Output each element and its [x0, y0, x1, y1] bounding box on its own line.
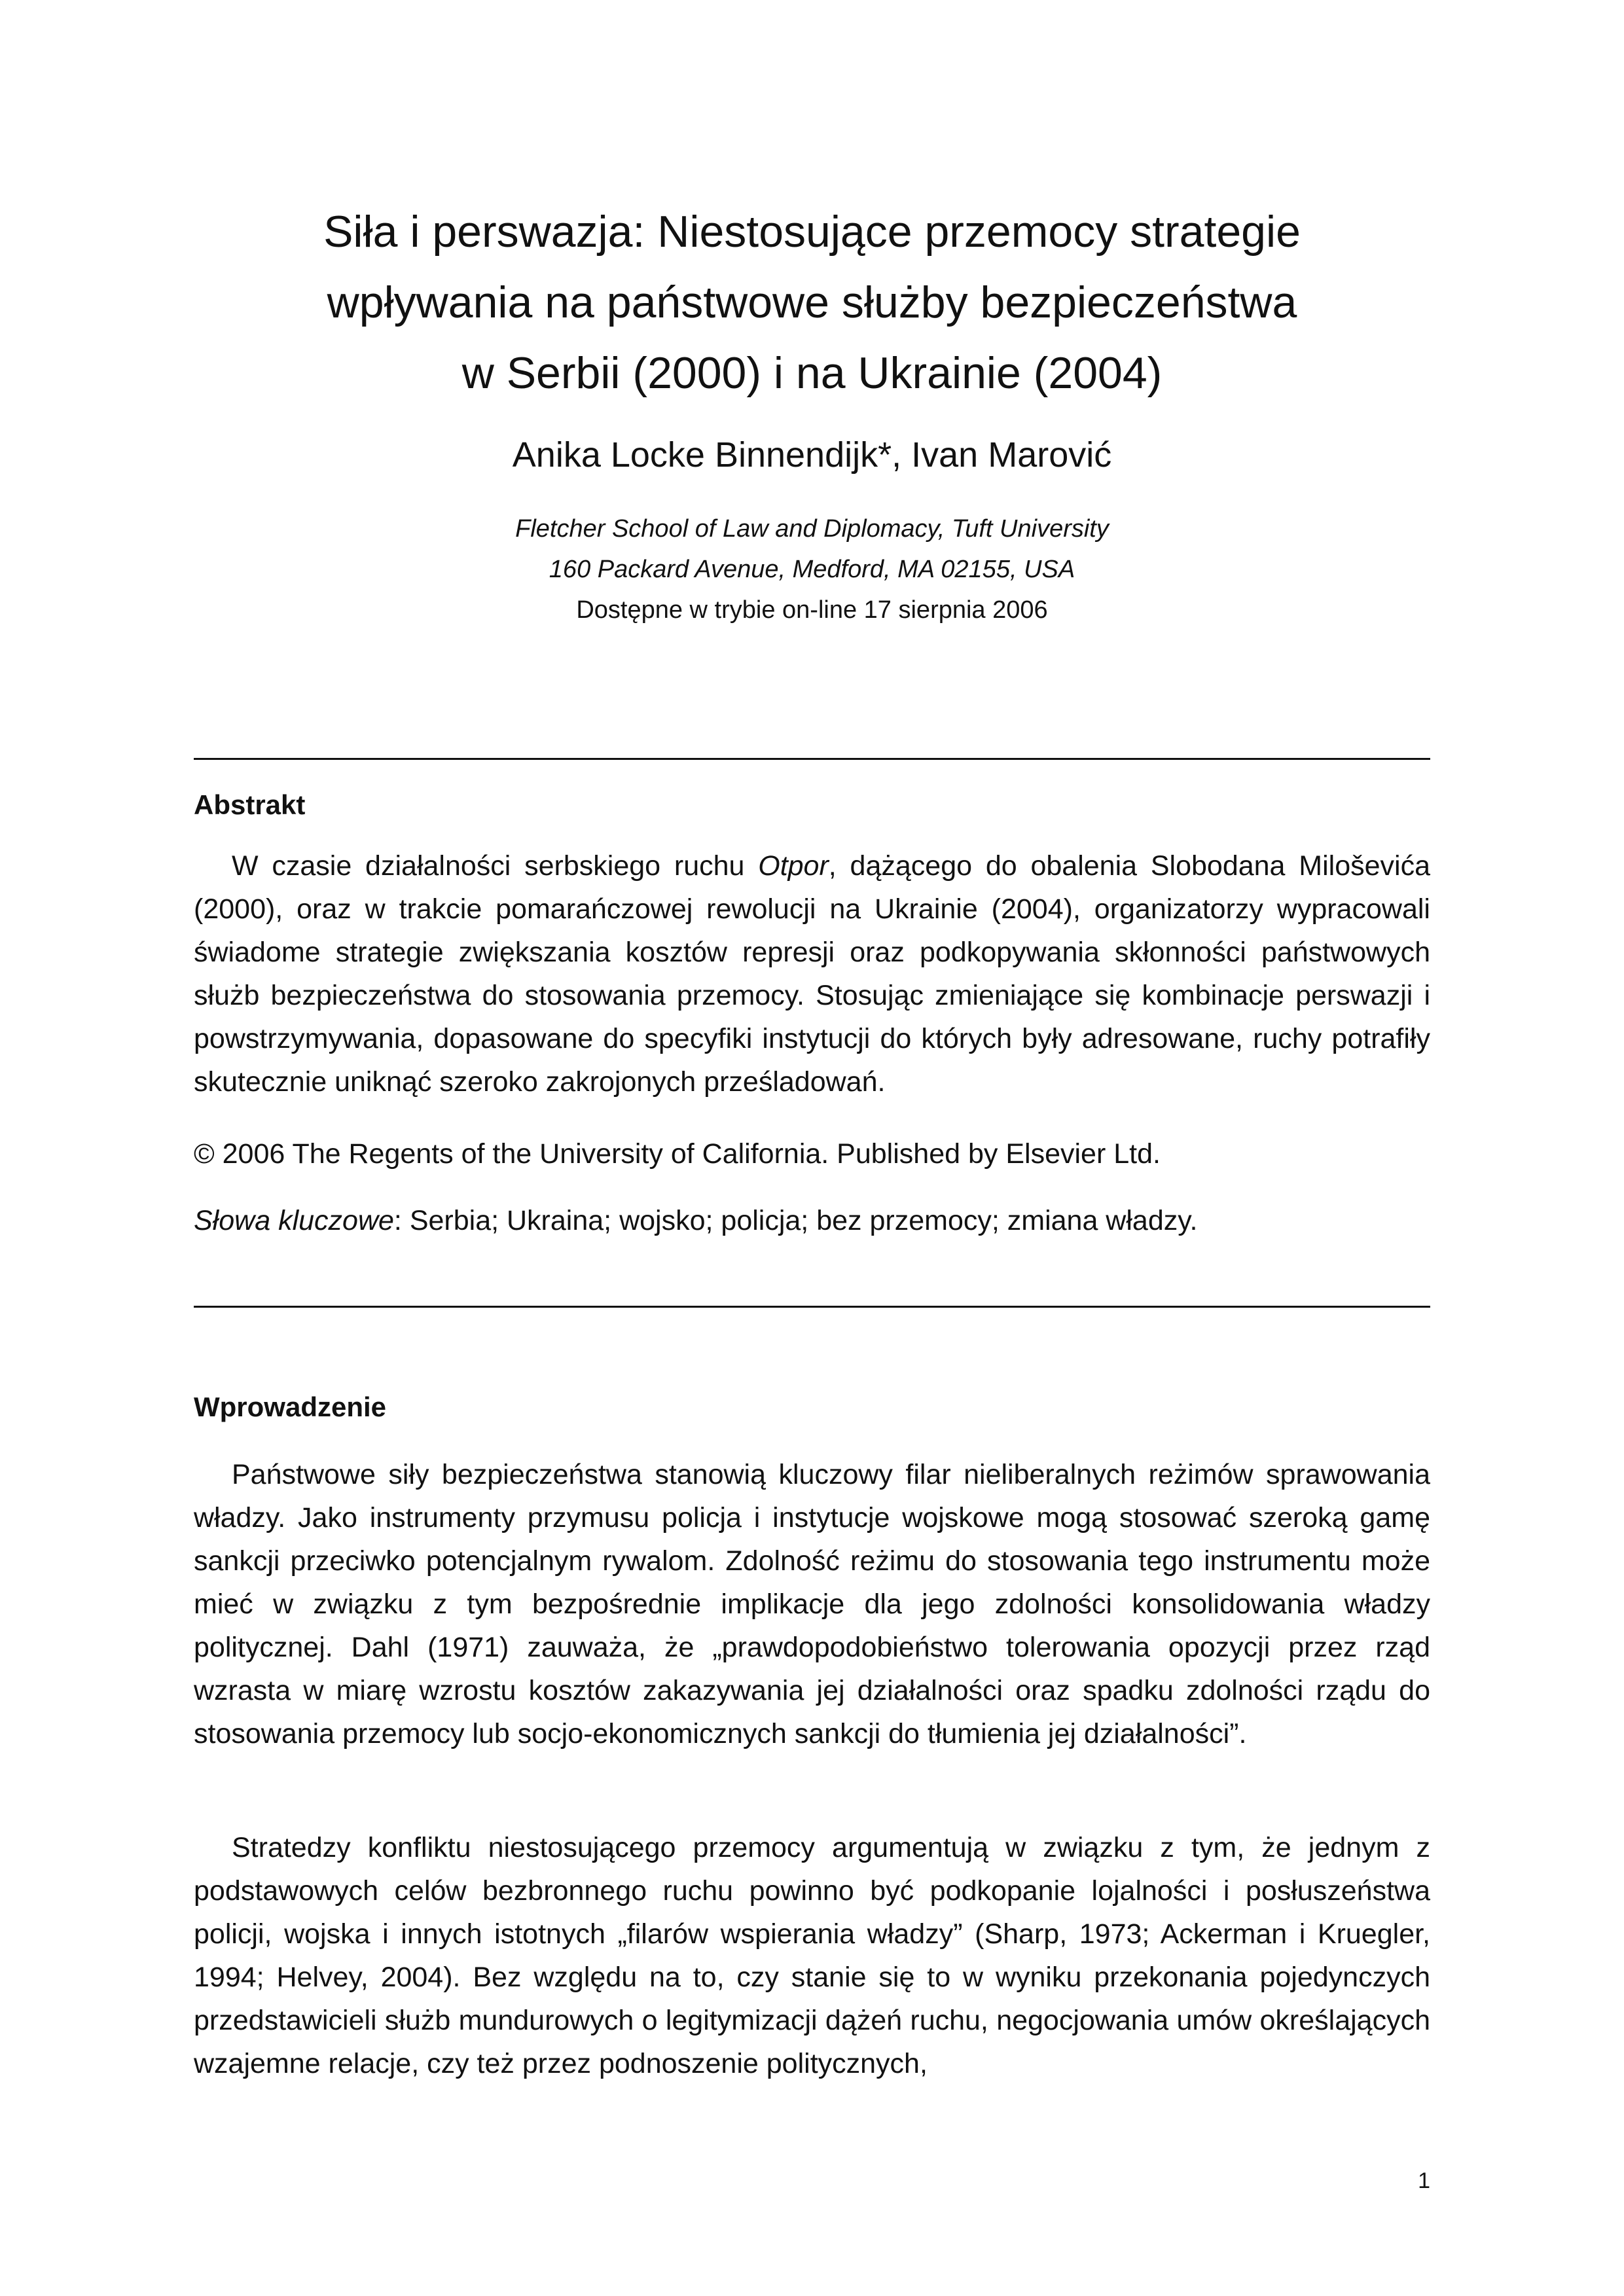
affiliation-institution: Fletcher School of Law and Diplomacy, Tuft University: [515, 515, 1109, 543]
abstract-heading: Abstrakt: [194, 789, 306, 820]
introduction-heading: Wprowadzenie: [194, 1391, 387, 1422]
page-number: 1: [1418, 2168, 1430, 2193]
introduction-paragraph-2: Stratedzy konfliktu niestosującego przemocy argumentują w związku z tym, że jednym z podstawowych celów bezbronnego ruchu powinno być podkopanie lojalności i posłuszeństwa policji, wojska i innych istotnych „filarów wspierania władzy” (Sharp, 1973; Ackerman i Kruegler, 1994; Helvey, 2004). Bez względu na to, czy stanie się to w wyniku przekonania pojedynczych przedstawicieli służb mundurowych o legitymizacji dążeń ruchu, negocjowania umów określających wzajemne relacje, czy też przez podnoszenie politycznych,: [194, 1832, 1430, 2079]
keywords-label: Słowa kluczowe: [194, 1205, 394, 1236]
affiliation-address: 160 Packard Avenue, Medford, MA 02155, USA: [549, 556, 1075, 583]
abstract-text-rest: , dążącego do obalenia Slobodana Miloševića (2000), oraz w trakcie pomarańczowej rewolucji na Ukrainie (2004), organizatorzy wypracowali świadome strategie zwiększania kosztów represji oraz podkopywania skłonności państwowych służb bezpieczeństwa do stosowania przemocy. Stosując zmieniające się kombinacje perswazji i powstrzymywania, dopasowane do specyfiki instytucji do których były adresowane, ruchy potrafiły skutecznie uniknąć szeroko zakrojonych prześladowań.: [194, 850, 1430, 1098]
abstract-bottom-rule: [194, 1306, 1430, 1308]
abstract-text: [194, 844, 1430, 1103]
authors: Anika Locke Binnendijk*, Ivan Marović: [512, 435, 1112, 475]
copyright-notice: © 2006 The Regents of the University of California. Published by Elsevier Ltd.: [194, 1138, 1161, 1170]
introduction-paragraph-1: Państwowe siły bezpieczeństwa stanowią kluczowy filar nieliberalnych reżimów sprawowania władzy. Jako instrumenty przymusu policja i instytucje wojskowe mogą stosować szeroką gamę sankcji przeciwko potencjalnym rywalom. Zdolność reżimu do stosowania tego instrumentu może mieć w związku z tym bezpośrednie implikacje dla jego zdolności konsolidowania władzy politycznej. Dahl (1971) zauważa, że „prawdopodobieństwo tolerowania opozycji przez rząd wzrasta w miarę wzrostu kosztów zakazywania jej działalności oraz spadku zdolności rządu do stosowania przemocy lub socjo-ekonomicznych sankcji do tłumienia jej działalności”.: [194, 1459, 1430, 1749]
keywords-list: : Serbia; Ukraina; wojsko; policja; bez przemocy; zmiana władzy.: [393, 1205, 1198, 1236]
keywords: [194, 1199, 1430, 1242]
abstract-top-rule: [194, 758, 1430, 760]
title-line-3: w Serbii (2000) i na Ukrainie (2004): [461, 348, 1163, 398]
affiliation: [194, 509, 1430, 630]
abstract-otpor-term: Otpor: [758, 850, 829, 882]
title-line-2: wpływania na państwowe służby bezpieczeństwa: [327, 278, 1297, 327]
paper-title: [194, 196, 1430, 408]
availability-note: Dostępne w trybie on-line 17 sierpnia 2006: [576, 596, 1048, 624]
abstract-text-start: W czasie działalności serbskiego ruchu: [232, 850, 759, 882]
title-line-1: Siła i perswazja: Niestosujące przemocy strategie: [323, 207, 1301, 257]
